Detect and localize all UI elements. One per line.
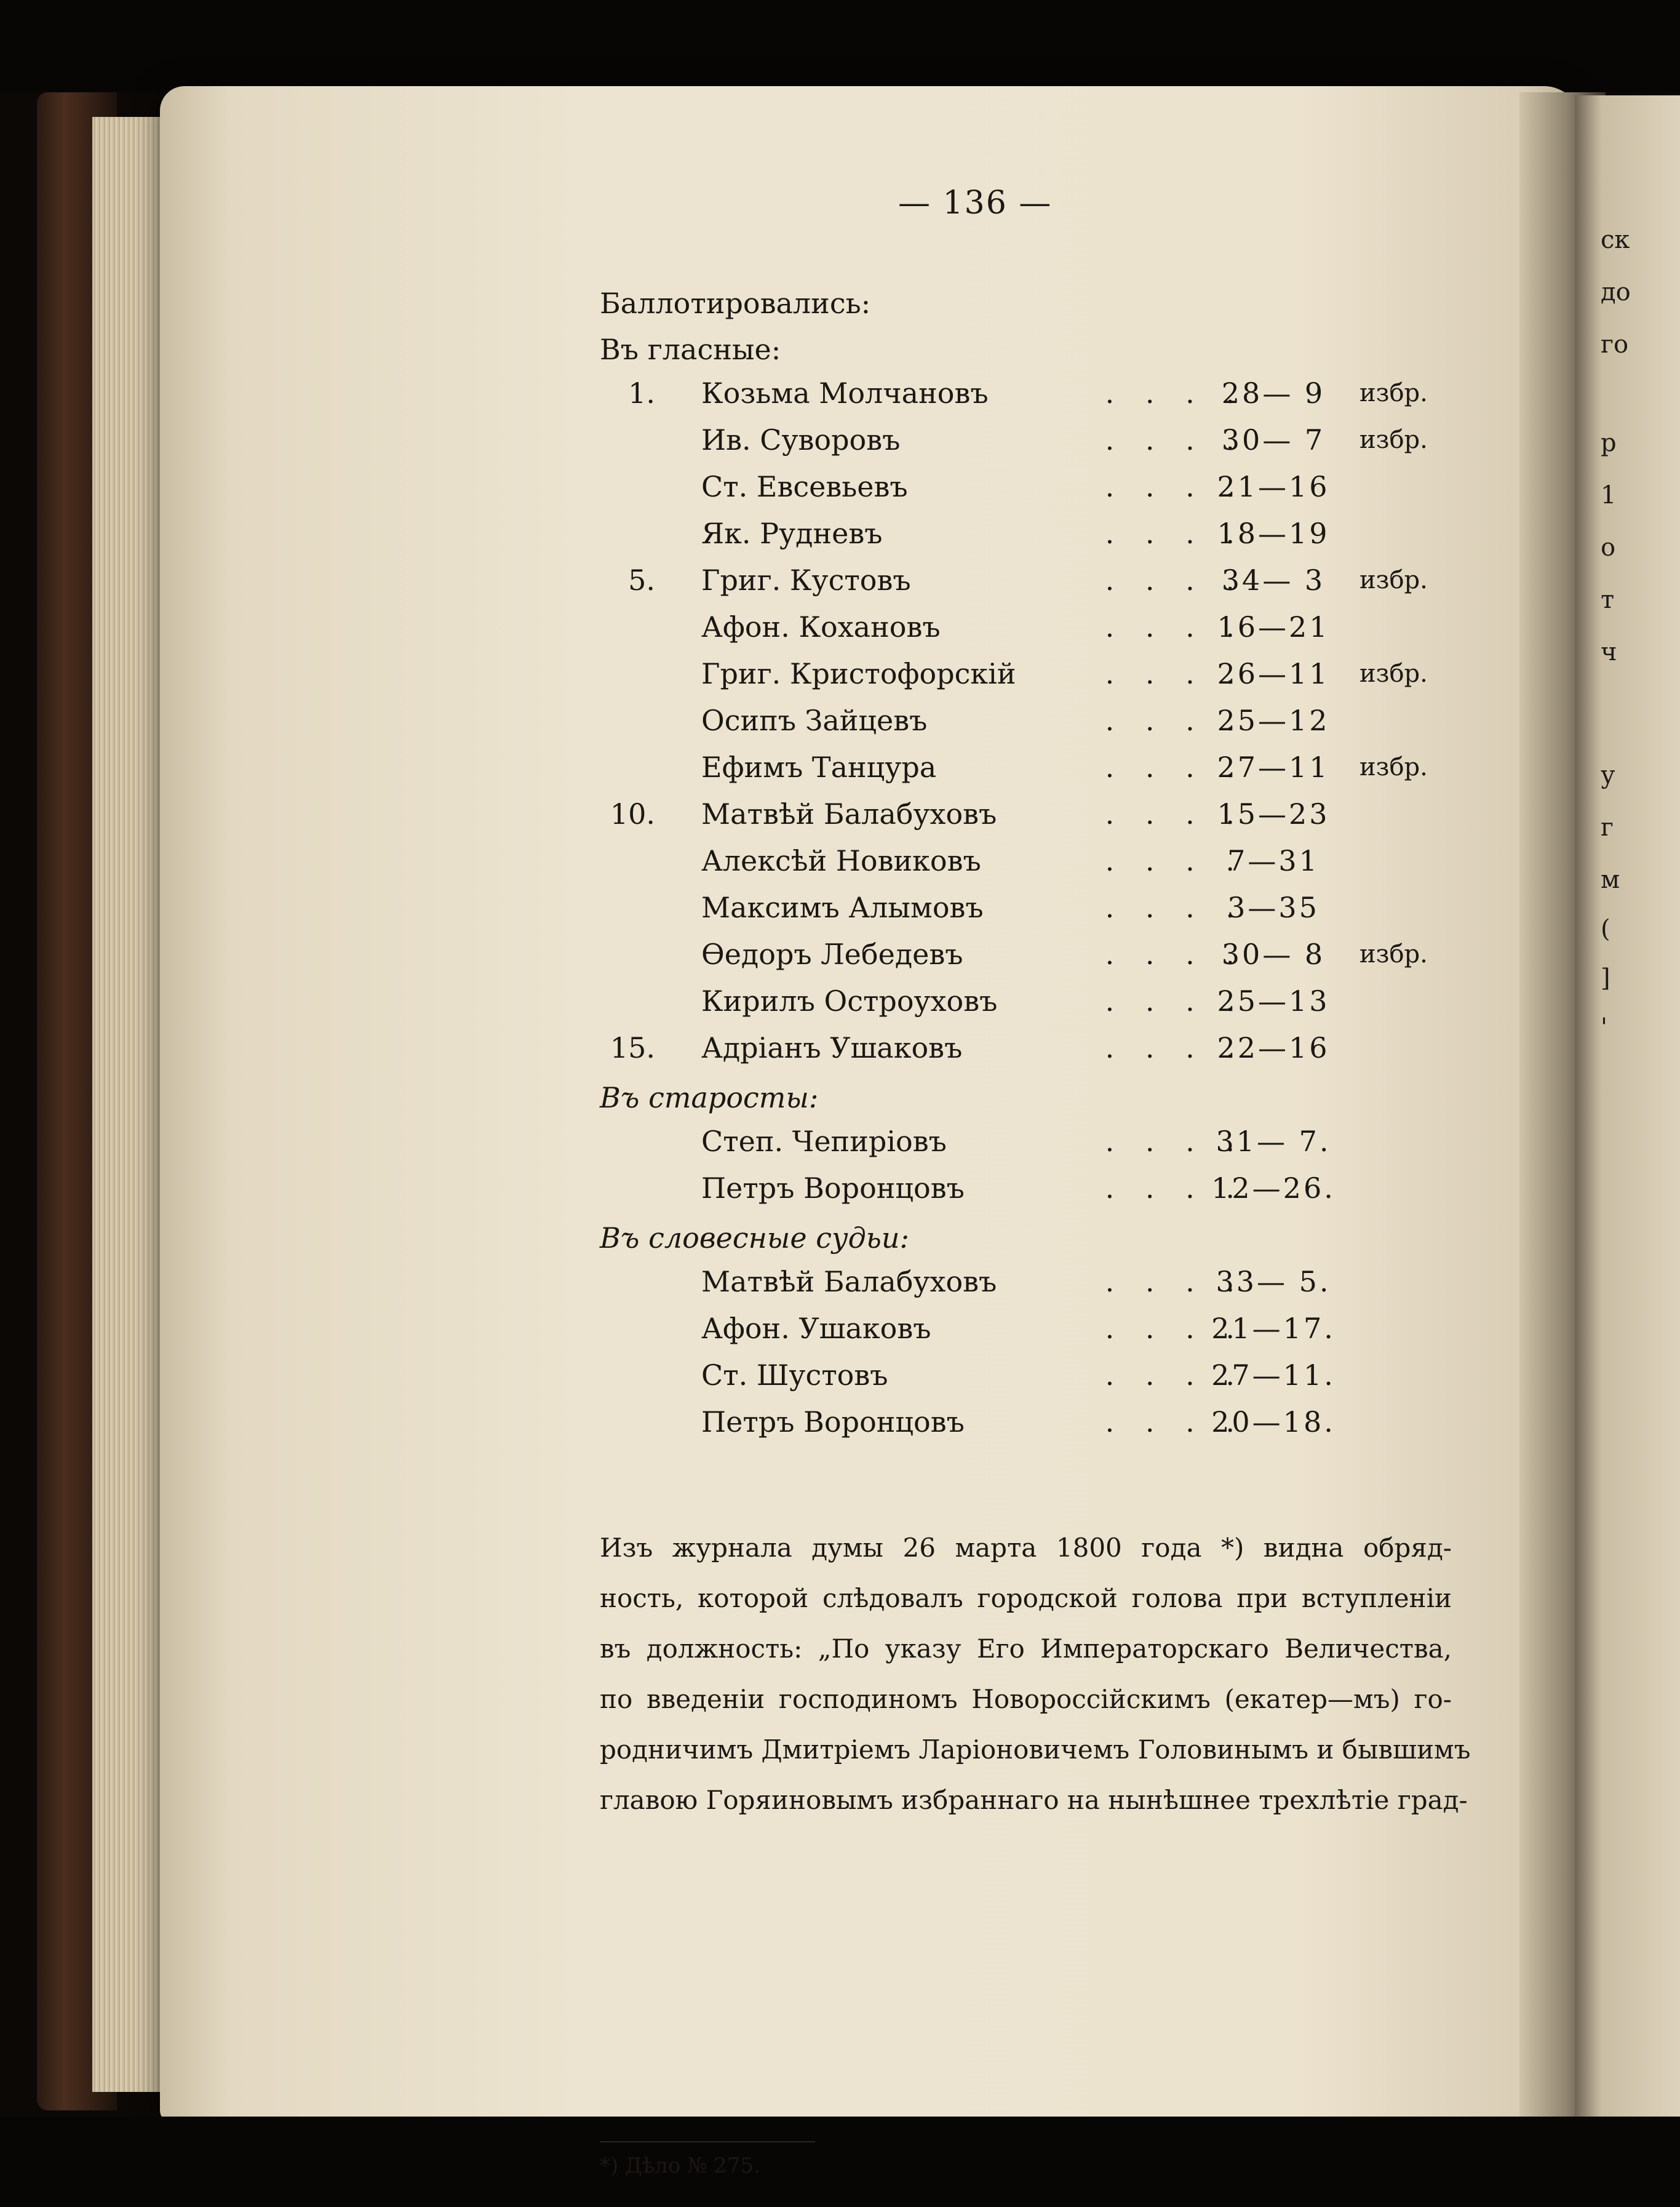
vote-score: 31— 7.: [1216, 1125, 1331, 1158]
section-heading: Въ старосты:: [600, 1081, 819, 1114]
candidate-name: Матвѣй Балабуховъ: [701, 797, 997, 831]
vote-score: 7—31: [1227, 844, 1320, 877]
vote-score: 16—21: [1217, 610, 1330, 644]
right-page-text-fragment: 1: [1601, 481, 1617, 509]
ballot-row: [569, 702, 1492, 739]
leader-dots: . . . .: [1105, 797, 1246, 831]
paragraph-line: родничимъ Дмитріемъ Ларіоновичемъ Головинымъ и бывшимъ: [600, 1734, 1471, 1765]
vote-score: 25—13: [1217, 984, 1330, 1018]
ballot-row: [569, 655, 1492, 692]
elected-mark: избр.: [1360, 940, 1428, 968]
right-page-text-fragment: р: [1601, 429, 1617, 457]
leader-dots: . . . .: [1105, 657, 1246, 690]
candidate-name: Ив. Суворовъ: [701, 423, 901, 457]
ballot-row: [569, 796, 1492, 832]
vote-score: 22—16: [1217, 1031, 1330, 1064]
ballot-row: [569, 1029, 1492, 1066]
leader-dots: . . . .: [1105, 377, 1246, 410]
candidate-name: Алексѣй Новиковъ: [701, 844, 981, 877]
vote-score: 12—26.: [1211, 1171, 1336, 1205]
leader-dots: . . . .: [1105, 1171, 1246, 1205]
ballot-row: [569, 1123, 1492, 1160]
leader-dots: . . . .: [1105, 704, 1246, 737]
leader-dots: . . . .: [1105, 1405, 1246, 1439]
ballot-row: [569, 983, 1492, 1020]
leader-dots: . . . .: [1105, 1125, 1246, 1158]
ballot-row: [569, 889, 1492, 926]
footnote-rule: [600, 2141, 815, 2142]
candidate-name: Осипъ Зайцевъ: [701, 704, 928, 737]
leader-dots: . . . .: [1105, 564, 1246, 597]
candidate-name: Степ. Чепиріовъ: [701, 1125, 947, 1158]
candidate-name: Ст. Евсевьевъ: [701, 470, 908, 503]
candidate-name: Петръ Воронцовъ: [701, 1171, 965, 1205]
vote-score: 27—11.: [1211, 1359, 1336, 1392]
vote-score: 33— 5.: [1216, 1265, 1331, 1298]
row-number: 15.: [610, 1031, 655, 1064]
right-page-text-fragment: у: [1601, 761, 1615, 789]
ballot-row: [569, 468, 1492, 505]
candidate-name: Ефимъ Танцура: [701, 751, 937, 784]
right-page-text-fragment: ': [1601, 1013, 1607, 1042]
candidate-name: Максимъ Алымовъ: [701, 891, 984, 924]
candidate-name: Афон. Ушаковъ: [701, 1312, 931, 1345]
candidate-name: Козьма Молчановъ: [701, 377, 989, 410]
background-top: [0, 0, 1680, 92]
ballot-row: [569, 749, 1492, 786]
right-page-text-fragment: ск: [1601, 226, 1630, 254]
ballot-row: [569, 375, 1492, 412]
candidate-name: Ст. Шустовъ: [701, 1359, 888, 1392]
leader-dots: . . . .: [1105, 1031, 1246, 1064]
candidate-name: Афон. Кохановъ: [701, 610, 941, 644]
page-number: — 136 —: [898, 185, 1053, 221]
right-page-text-fragment: т: [1601, 586, 1615, 614]
leader-dots: . . . .: [1105, 751, 1246, 784]
elected-mark: избр.: [1360, 426, 1428, 454]
vote-score: 34— 3: [1221, 564, 1326, 597]
candidate-name: Матвѣй Балабуховъ: [701, 1265, 997, 1298]
leader-dots: . . . .: [1105, 984, 1246, 1018]
candidate-name: Адріанъ Ушаковъ: [701, 1031, 963, 1064]
section-heading: Въ словесные судьи:: [600, 1221, 909, 1255]
vote-score: 26—11: [1217, 657, 1330, 690]
leader-dots: . . . .: [1105, 1312, 1246, 1345]
footnote: *) Дѣло № 275.: [600, 2153, 760, 2178]
ballot-row: [569, 515, 1492, 552]
row-number: 10.: [610, 797, 655, 831]
leader-dots: . . . .: [1105, 891, 1246, 924]
vote-score: 28— 9: [1221, 377, 1326, 410]
candidate-name: Ѳедоръ Лебедевъ: [701, 938, 963, 971]
elected-mark: избр.: [1360, 379, 1428, 407]
candidate-name: Петръ Воронцовъ: [701, 1405, 965, 1439]
section-heading: Въ гласные:: [600, 333, 781, 366]
vote-score: 30— 7: [1221, 423, 1326, 457]
vote-score: 15—23: [1217, 797, 1330, 831]
vote-score: 21—16: [1217, 470, 1330, 503]
leader-dots: . . . .: [1105, 517, 1246, 550]
vote-score: 27—11: [1217, 751, 1330, 784]
right-page-edge: [1575, 95, 1680, 2120]
ballot-row: [569, 936, 1492, 973]
right-page-text-fragment: ч: [1601, 638, 1617, 666]
ballot-row: [569, 1263, 1492, 1300]
ballot-row: [569, 1170, 1492, 1207]
right-page-text-fragment: г: [1601, 813, 1614, 842]
row-number: 5.: [628, 564, 655, 597]
vote-score: 25—12: [1217, 704, 1330, 737]
elected-mark: избр.: [1360, 660, 1428, 688]
vote-score: 18—19: [1217, 517, 1330, 550]
paragraph-line: по введеніи господиномъ Новороссійскимъ (екатер—мъ) го-: [600, 1684, 1452, 1714]
vote-score: 3—35: [1227, 891, 1320, 924]
vote-score: 20—18.: [1211, 1405, 1336, 1439]
candidate-name: Григ. Кристофорскій: [701, 657, 1016, 690]
paragraph-line: ность, которой слѣдовалъ городской голова при вступленіи: [600, 1583, 1452, 1613]
vote-score: 21—17.: [1211, 1312, 1336, 1345]
leader-dots: . . . .: [1105, 470, 1246, 503]
ballot-row: [569, 1357, 1492, 1394]
leader-dots: . . . .: [1105, 938, 1246, 971]
right-page-text-fragment: м: [1601, 866, 1620, 894]
right-page-text-fragment: (: [1601, 915, 1610, 943]
body-paragraph: [600, 1523, 1471, 1826]
right-page-text-fragment: ]: [1601, 964, 1610, 992]
ballot-row: [569, 421, 1492, 458]
leader-dots: . . . .: [1105, 844, 1246, 877]
leader-dots: . . . .: [1105, 610, 1246, 644]
background-bottom: [0, 2117, 1680, 2207]
elected-mark: избр.: [1360, 753, 1428, 781]
candidate-name: Як. Рудневъ: [701, 517, 883, 550]
ballot-row: [569, 562, 1492, 599]
ballot-row: [569, 1310, 1492, 1347]
candidate-name: Григ. Кустовъ: [701, 564, 911, 597]
row-number: 1.: [628, 377, 655, 410]
candidate-name: Кирилъ Остроуховъ: [701, 984, 998, 1018]
ballot-row: [569, 1403, 1492, 1440]
ballot-row: [569, 609, 1492, 645]
paragraph-line: главою Горяиновымъ избраннаго на нынѣшнее трехлѣтіе град-: [600, 1785, 1468, 1815]
leader-dots: . . . .: [1105, 1359, 1246, 1392]
ballot-row: [569, 842, 1492, 879]
leader-dots: . . . .: [1105, 423, 1246, 457]
paragraph-line: Изъ журнала думы 26 марта 1800 года *) видна обряд-: [600, 1533, 1452, 1563]
leader-dots: . . . .: [1105, 1265, 1246, 1298]
intro-line: Баллотировались:: [600, 287, 871, 320]
vote-score: 30— 8: [1221, 938, 1326, 971]
right-page-text-fragment: до: [1601, 278, 1631, 306]
paragraph-line: въ должность: „По указу Его Императорскаго Величества,: [600, 1634, 1452, 1664]
right-page-text-fragment: о: [1601, 533, 1616, 562]
right-page-text-fragment: го: [1601, 330, 1629, 359]
elected-mark: избр.: [1360, 566, 1428, 594]
